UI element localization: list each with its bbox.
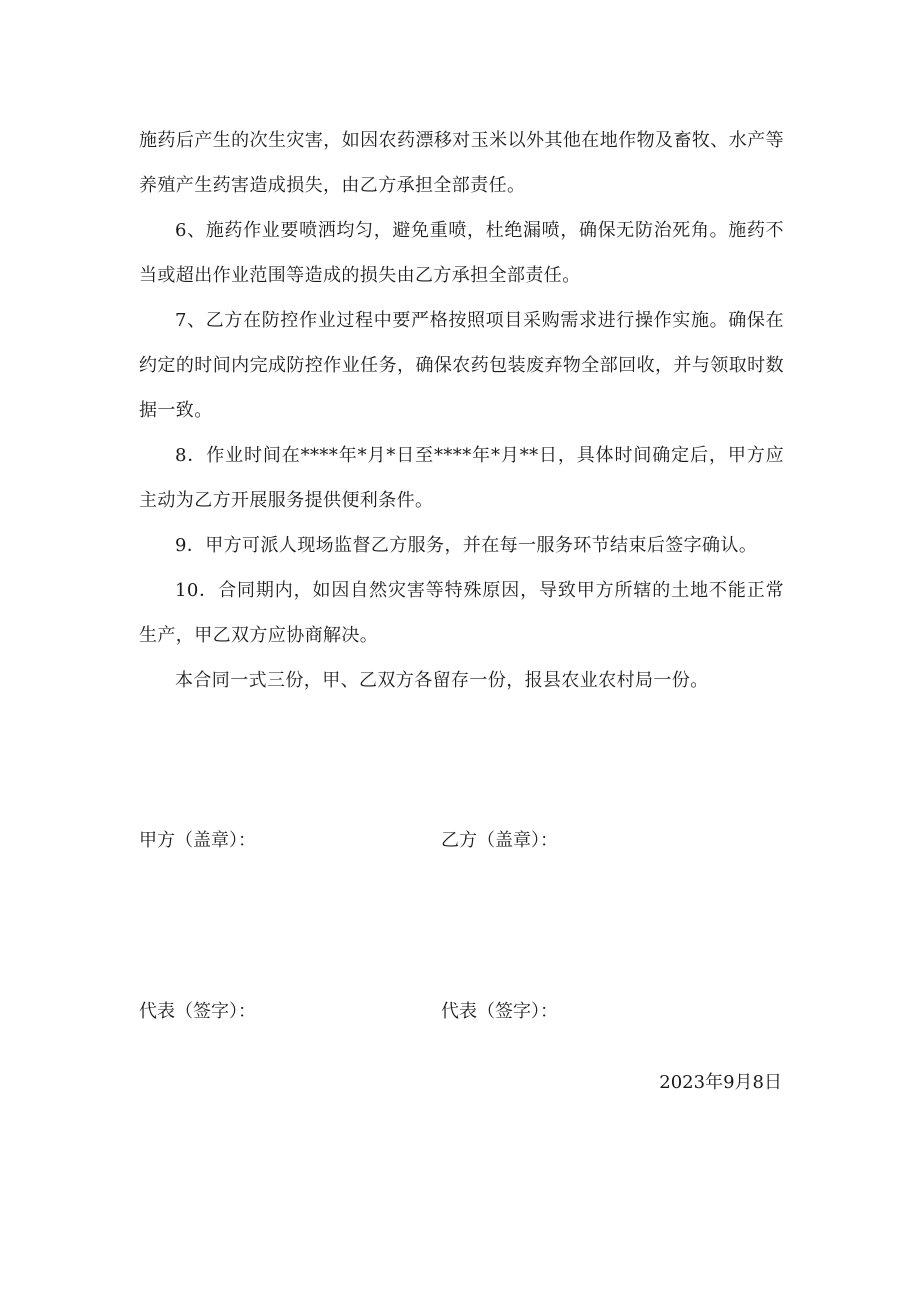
party-a-seal-label: 甲方（盖章）： [139,830,256,851]
paragraph-clause-7: 7、乙方在防控作业过程中要严格按照项目采购需求进行操作实施。确保在约定的时间内完成防控作业任务，确保农药包装废弃物全部回收，并与领取时数据一致。 [139,310,784,421]
paragraph-secondary-damage: 施药后产生的次生灾害，如因农药漂移对玉米以外其他在地作物及畜牧、水产等养殖产生药害造成损失，由乙方承担全部责任。 [139,130,784,196]
paragraph-copies: 本合同一式三份，甲、乙双方各留存一份，报县农业农村局一份。 [175,670,709,691]
paragraph-clause-9: 9．甲方可派人现场监督乙方服务，并在每一服务环节结束后签字确认。 [175,535,758,556]
party-b-rep-label: 代表（签字）： [441,1001,558,1022]
paragraph-clause-10: 10．合同期内，如因自然灾害等特殊原因，导致甲方所辖的土地不能正常生产，甲乙双方应协商解决。 [139,580,784,646]
paragraph-clause-8: 8．作业时间在****年*月*日至****年*月**日，具体时间确定后，甲方应主动为乙方开展服务提供便利条件。 [139,445,784,511]
signature-row [139,997,784,1027]
contract-date: 2023年9月8日 [659,1072,782,1093]
paragraph-clause-6: 6、施药作业要喷洒均匀，避免重喷，杜绝漏喷，确保无防治死角。施药不当或超出作业范围等造成的损失由乙方承担全部责任。 [139,220,784,286]
party-b-seal-label: 乙方（盖章）： [441,830,558,851]
seal-row [139,826,784,856]
contract-body [139,118,784,703]
party-a-rep-label: 代表（签字）： [139,1001,256,1022]
